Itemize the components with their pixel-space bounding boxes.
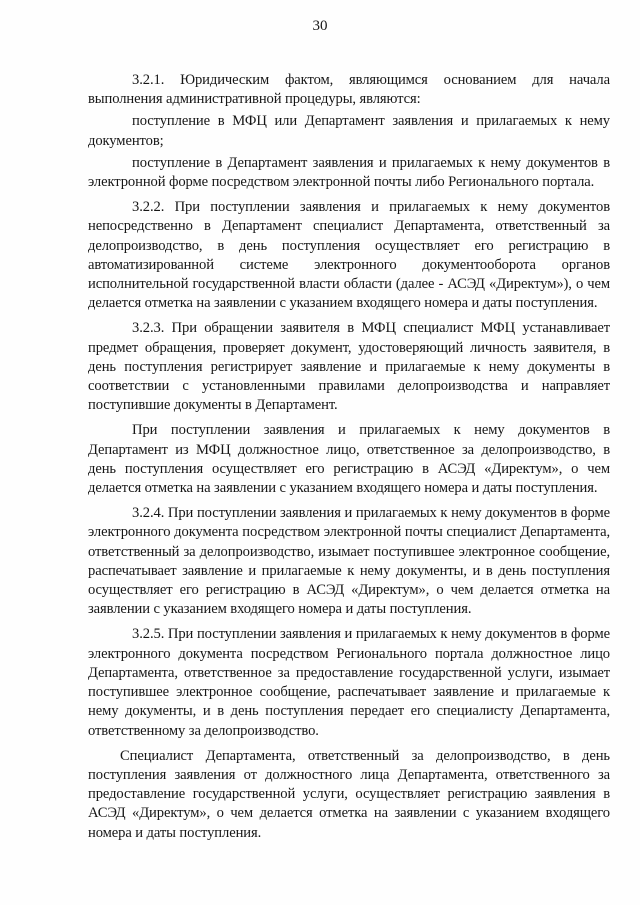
paragraph-3-2-2: 3.2.2. При поступлении заявления и прилагаемых к нему документов непосредственно в Департамент специалист Департамента, ответственный за делопроизводство, в день поступления осуществляет его регистрацию в автоматизированной системе электронного документооборота органов исполнительной государственной власти области (далее - АСЭД «Директум»), о чем делается отметка на заявлении с указанием входящего номера и даты поступления. <box>88 199 610 312</box>
document-body <box>88 71 610 846</box>
paragraph-3-2-3: 3.2.3. При обращении заявителя в МФЦ специалист МФЦ устанавливает предмет обращения, проверяет документ, удостоверяющий личность заявителя, в день поступления регистрирует заявление и прилагаемые к нему документы в соответствии с установленными правилами делопроизводства и направляет поступившие документы в Департамент. <box>88 320 610 414</box>
paragraph-3-2-1: 3.2.1. Юридическим фактом, являющимся основанием для начала выполнения административной процедуры, являются: <box>88 72 610 108</box>
paragraph-3-2-4: 3.2.4. При поступлении заявления и прилагаемых к нему документов в форме электронного документа посредством электронной почты специалист Департамента, ответственный за делопроизводство, изымает поступившее электронное сообщение, распечатывает заявление и прилагаемые к нему документы, и в день поступления осуществляет его регистрацию в АСЭД «Директум», о чем делается отметка на заявлении с указанием входящего номера и даты поступления. <box>88 505 610 618</box>
paragraph-3-2-5: 3.2.5. При поступлении заявления и прилагаемых к нему документов в форме электронного документа посредством Регионального портала должностное лицо Департамента, ответственное за предоставление государственной услуги, изымает поступившее электронное сообщение, распечатывает заявление и прилагаемые к нему документы, и в день поступления передает его специалисту Департамента, ответственному за делопроизводство. <box>88 626 610 739</box>
page-number: 30 <box>312 18 328 34</box>
paragraph-mfc-registration: При поступлении заявления и прилагаемых к нему документов в Департамент из МФЦ должностное лицо, ответственное за делопроизводство, в день поступления осуществляет его регистрацию в АСЭД «Директум», о чем делается отметка на заявлении с указанием входящего номера и даты поступления. <box>88 422 610 497</box>
paragraph-item-email: поступление в Департамент заявления и прилагаемых к нему документов в электронной форме посредством электронной почты либо Регионального портала. <box>88 154 610 191</box>
paragraph-specialist: Специалист Департамента, ответственный за делопроизводство, в день поступления заявления от должностного лица Департамента, ответственного за предоставление государственной услуги, осуществляет регистрацию заявления в АСЭД «Директум», о чем делается отметка на заявлении с указанием входящего номера и даты поступления. <box>88 747 610 841</box>
paragraph-item-mfc: поступление в МФЦ или Департамент заявления и прилагаемых к нему документов; <box>88 113 610 149</box>
